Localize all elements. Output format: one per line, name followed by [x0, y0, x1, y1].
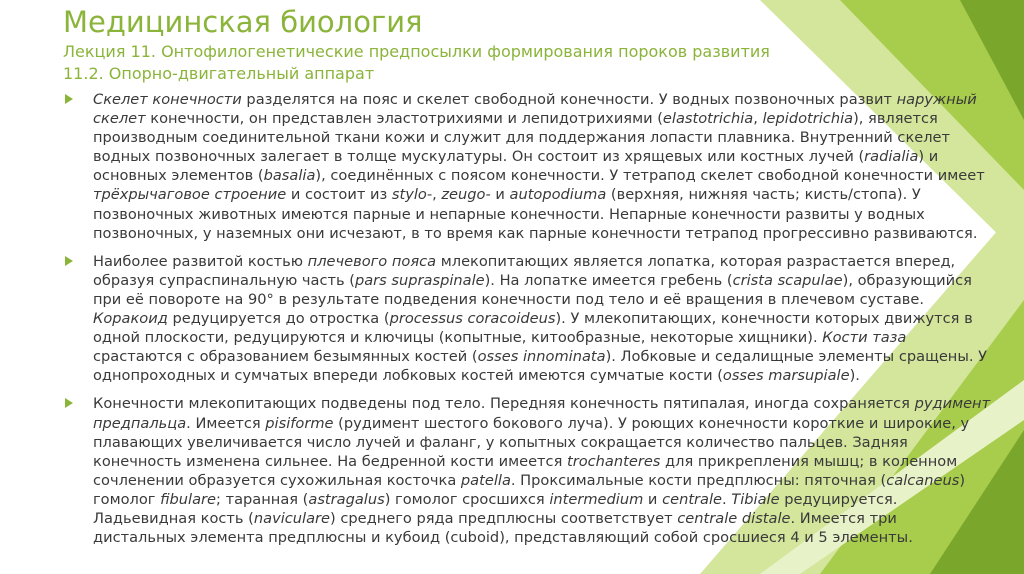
italic-term: processus coracoideus [389, 310, 556, 328]
triangle-bullet-icon [65, 256, 73, 266]
italic-term: intermedium [549, 490, 644, 508]
triangle-bullet-icon [65, 94, 73, 104]
italic-term: osses marsupiale [722, 367, 850, 385]
text-line [93, 509, 1013, 528]
header [63, 4, 823, 84]
italic-term: stylo- [391, 186, 433, 204]
italic-term: pars supraspinale [354, 271, 485, 289]
text-run: ). На лопатке имеется гребень ( [484, 271, 733, 289]
italic-term: трёхрычаговое строение [93, 186, 287, 204]
text-run: разделятся на пояс и скелет свободной конечности. У водных позвоночных развит [241, 91, 897, 108]
italic-term: osses innominata [477, 348, 606, 366]
text-run: (верхняя, нижняя часть; кисть/стопа). У [606, 186, 921, 204]
italic-term: lepidotrichia [762, 110, 854, 128]
bullet-paragraph [63, 252, 1013, 386]
text-line [93, 347, 1013, 366]
text-run: конечности, он представлен эластотрихиями и лепидотрихиями ( [145, 110, 663, 128]
italic-term: zeugo- [441, 186, 491, 204]
text-run: конечность изменена сильнее. На бедренной кости имеется [93, 452, 567, 470]
text-line [93, 366, 1013, 385]
text-run: ). Лобковые и седалищные элементы сращены. У [605, 348, 988, 366]
text-line [93, 490, 1013, 509]
italic-term: наружный [896, 91, 977, 108]
text-run: дистальных элемента предплюсны и кубоид (cuboid), представляющий собой сросшиеся 4 и 5 элементы. [93, 529, 913, 547]
italic-term: предпальца [93, 414, 187, 432]
text-line [93, 328, 1013, 347]
text-run: плавающих увеличивается число лучей и фаланг, у копытных сокращается количество пальцев. Задняя [93, 433, 908, 451]
text-run: срастаются с образованием безымянных костей ( [93, 348, 478, 366]
text-run: ), соединённых с поясом конечности. У тетрапод скелет свободной конечности имеет [315, 167, 985, 185]
text-run: ) [959, 471, 966, 489]
italic-term: Tibiale [731, 490, 780, 508]
text-run: ) и [918, 148, 939, 166]
text-run: сочленении образуется сухожильная косточка [93, 471, 461, 489]
text-run: редуцируется до отростка ( [167, 310, 390, 328]
text-run: ; таранная ( [216, 490, 309, 508]
text-line [93, 471, 1013, 490]
text-line [93, 109, 1013, 128]
italic-term: centrale [662, 490, 723, 508]
text-run: и [643, 490, 663, 508]
text-run: позвоночных, у наземных они исчезают, в то время как парные конечности тетрапод прогрессивно развиваются. [93, 224, 978, 242]
text-run: . Имеется [186, 414, 266, 432]
text-run: Ладьевидная кость ( [93, 509, 254, 527]
text-run: . Имеется три [790, 509, 897, 527]
text-line [93, 185, 1013, 204]
text-line [93, 528, 1013, 547]
text-run: ), образующийся [842, 271, 972, 289]
text-run: редуцируется. [779, 490, 898, 508]
italic-term: basalia [263, 167, 316, 185]
text-line [93, 290, 1013, 309]
text-run: позвоночных животных имеются парные и непарные конечности. Непарные конечности развиты у водных [93, 205, 925, 223]
italic-term: crista scapulae [732, 271, 843, 289]
text-run: однопроходных и сумчатых впереди лобковых костей имеются сумчатые кости ( [93, 367, 723, 385]
text-line [93, 252, 1013, 271]
text-run: водных позвоночных залегает в толще мускулатуры. Он состоит из хрящевых или костных лучей ( [93, 148, 865, 166]
italic-term: Кости таза [822, 329, 907, 347]
text-run: Наиболее развитой костью [93, 252, 308, 270]
text-line [93, 414, 1013, 433]
text-run: ), является [853, 110, 938, 128]
section-subtitle: 11.2. Опорно-двигательный аппарат [63, 64, 375, 83]
italic-term: patella [460, 471, 511, 489]
italic-term: astragalus [308, 490, 385, 508]
text-line [93, 309, 1013, 328]
text-line [93, 205, 1013, 224]
text-run: , [432, 186, 442, 204]
text-run: производным соединительной ткани кожи и служит для поддержания лопасти плавника. Внутренний скелет [93, 129, 951, 147]
text-run: ). У млекопитающих, конечности которых движутся в [555, 310, 973, 328]
italic-term: pisiforme [265, 414, 334, 432]
text-line [93, 452, 1013, 471]
text-run: млекопитающих является лопатка, которая разрастается вперед, [436, 252, 956, 270]
text-line [93, 224, 1013, 243]
text-run: . Проксимальные кости предплюсны: пяточная ( [510, 471, 887, 489]
text-run: и состоит из [286, 186, 392, 204]
text-run: гомолог [93, 490, 161, 508]
text-line [93, 128, 1013, 147]
text-run: и [490, 186, 510, 204]
bullet-paragraph [63, 394, 1013, 547]
italic-term: autopodiuma [509, 186, 607, 204]
text-run: образуя супраспинальную часть ( [93, 271, 355, 289]
italic-term: elastotrichia [662, 110, 754, 128]
text-run: основных элементов ( [93, 167, 264, 185]
text-run: ) гомолог сросшихся [384, 490, 550, 508]
italic-term: calcaneus [886, 471, 960, 489]
text-run: при её повороте на 90° в результате подведения конечности под тело и её вращения в плечевом суставе. [93, 290, 924, 308]
italic-term: плечевого пояса [307, 252, 437, 270]
bullet-paragraph [63, 90, 1013, 243]
text-line [93, 433, 1013, 452]
italic-term: radialia [864, 148, 919, 166]
text-run: одной плоскости, редуцируются и ключицы (копытные, китообразные, некоторые хищники). [93, 329, 823, 347]
italic-term: Скелет конечности [93, 91, 242, 108]
italic-term: centrale distale [677, 509, 791, 527]
italic-term: скелет [93, 110, 146, 128]
italic-term: fibulare [160, 490, 217, 508]
text-run: ) среднего ряда предплюсны соответствует [330, 509, 678, 527]
text-run: ). [849, 367, 860, 385]
content-body [63, 90, 1013, 556]
text-line [93, 271, 1013, 290]
text-line [93, 147, 1013, 166]
italic-term: рудимент [914, 395, 991, 413]
italic-term: naviculare [253, 509, 331, 527]
italic-term: Коракоид [93, 310, 168, 328]
text-run: для прикрепления мышц; в коленном [660, 452, 958, 470]
text-run: Конечности млекопитающих подведены под тело. Передняя конечность пятипалая, иногда сохраняется [93, 395, 915, 413]
italic-term: trochanteres [567, 452, 661, 470]
text-line [93, 394, 1013, 413]
text-run: (рудимент шестого бокового луча). У роющих конечности короткие и широкие, у [333, 414, 970, 432]
text-run: , [753, 110, 763, 128]
triangle-bullet-icon [65, 398, 73, 408]
page-title: Медицинская биология [63, 5, 423, 39]
text-line [93, 166, 1013, 185]
text-line [93, 90, 1013, 109]
lecture-subtitle: Лекция 11. Онтофилогенетические предпосылки формирования пороков развития [63, 42, 770, 61]
text-run: . [722, 490, 732, 508]
